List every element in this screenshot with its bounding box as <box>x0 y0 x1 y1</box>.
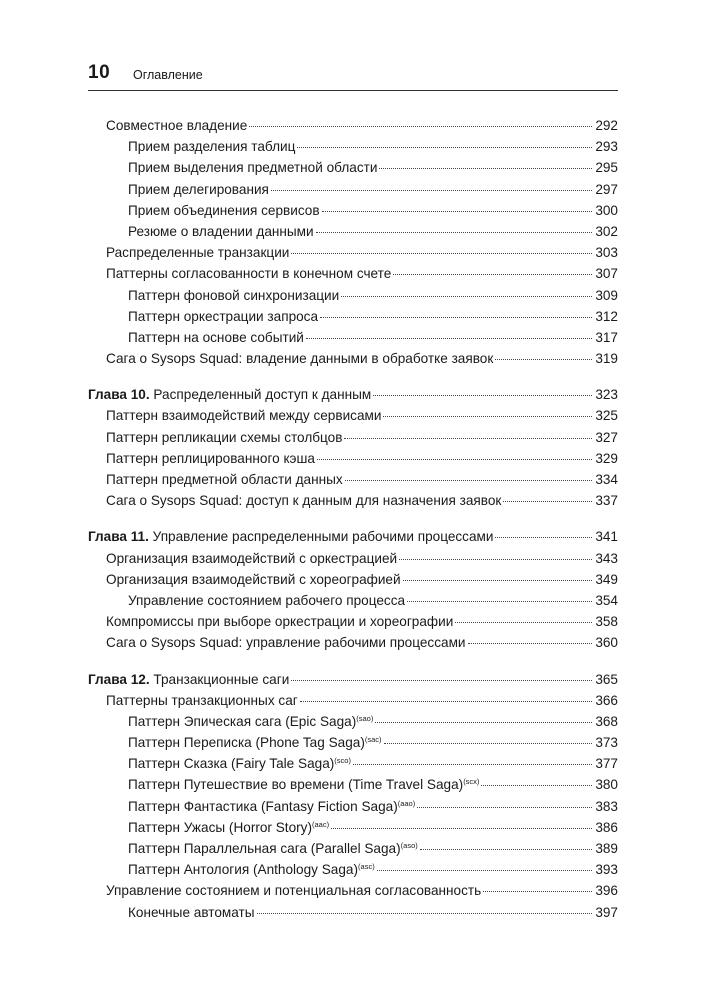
dot-leader <box>249 126 592 127</box>
chapter-number: Глава 12. <box>88 671 150 687</box>
toc-entry-title <box>128 160 377 175</box>
toc-entry-title <box>128 799 415 814</box>
toc-entry[interactable] <box>88 451 618 472</box>
toc-page-number: 377 <box>595 756 618 772</box>
dot-leader <box>393 274 592 275</box>
toc-entry[interactable] <box>88 182 618 203</box>
toc-entry-title <box>106 245 289 260</box>
dot-leader <box>345 480 593 481</box>
toc-entry-title <box>128 224 314 239</box>
toc-page-number: 337 <box>595 493 618 509</box>
toc-entry-title <box>128 139 295 154</box>
entry-title-text: Управление распределенными рабочими процессами <box>152 529 494 545</box>
toc-page-number: 397 <box>595 904 618 920</box>
toc-entry[interactable] <box>88 841 618 862</box>
toc-page-number: 349 <box>595 571 618 587</box>
toc-entry-title <box>106 493 501 508</box>
saga-code-superscript: (aao) <box>397 798 416 808</box>
toc-page-number: 293 <box>595 139 618 155</box>
toc-entry-title <box>106 408 381 423</box>
saga-code-superscript: (aso) <box>400 841 418 850</box>
dot-leader <box>420 849 593 850</box>
entry-title-text: Резюме о владении данными <box>128 223 314 239</box>
toc-entry-title <box>106 551 397 566</box>
toc-chapter-entry[interactable] <box>88 672 618 693</box>
toc-entry-title <box>106 883 481 898</box>
entry-title-text: Прием разделения таблиц <box>128 139 296 155</box>
entry-title-text: Паттерн реплицированного кэша <box>106 450 315 466</box>
entry-title-text: Паттерн Переписка (Phone Tag Saga) <box>128 735 365 751</box>
dot-leader <box>481 785 592 786</box>
toc-entry-title <box>128 288 339 303</box>
entry-title-text: Организация взаимодействий с оркестрацией <box>106 550 398 566</box>
toc-entry[interactable] <box>88 266 618 287</box>
toc-group <box>88 387 618 514</box>
toc-entry[interactable] <box>88 635 618 656</box>
entry-title-text: Паттерн Параллельная сага (Parallel Saga) <box>128 841 401 856</box>
entry-title-text: Прием выделения предметной области <box>128 160 378 176</box>
dot-leader <box>468 643 593 644</box>
entry-title-text: Паттерн Фантастика (Fantasy Fiction Saga) <box>128 798 398 814</box>
dot-leader <box>271 190 592 191</box>
toc-page-number: 360 <box>595 635 618 651</box>
toc-page-number: 366 <box>595 692 618 708</box>
toc-entry[interactable] <box>88 799 618 820</box>
toc-entry-title <box>106 351 493 366</box>
toc-page-number: 358 <box>595 614 618 630</box>
toc-page-number: 292 <box>595 118 618 133</box>
dot-leader <box>353 764 592 765</box>
toc-entry-title <box>106 614 453 629</box>
toc-entry-title <box>128 735 382 750</box>
toc-entry[interactable] <box>88 735 618 756</box>
dot-leader <box>322 211 593 212</box>
toc-entry-title <box>106 118 247 133</box>
toc-page-number: 343 <box>595 550 618 566</box>
toc-entry[interactable] <box>88 593 618 614</box>
saga-code-superscript: (sao) <box>356 713 374 723</box>
entry-title-text: Паттерны транзакционных саг <box>106 692 298 708</box>
entry-title-text: Паттерн Путешествие во времени (Time Travel Saga) <box>128 777 464 793</box>
entry-title-text: Прием делегирования <box>128 181 269 197</box>
toc-entry-title <box>128 182 269 197</box>
toc-entry[interactable] <box>88 693 618 714</box>
toc-entry[interactable] <box>88 883 618 904</box>
toc-entry-title <box>106 266 391 281</box>
entry-title-text: Распределенный доступ к данным <box>153 387 372 403</box>
entry-title-text: Паттерн предметной области данных <box>106 472 343 487</box>
entry-title-text: Паттерн репликации схемы столбцов <box>106 429 343 445</box>
toc-page-number: 300 <box>595 202 618 218</box>
dot-leader <box>341 296 592 297</box>
entry-title-text: Управление состоянием рабочего процесса <box>128 592 406 608</box>
toc-page-number: 329 <box>595 450 618 466</box>
toc-entry[interactable] <box>88 351 618 372</box>
toc-page-number: 354 <box>595 592 618 608</box>
toc-entry-title <box>106 472 343 487</box>
toc-entry-title <box>88 672 289 687</box>
toc-entry[interactable] <box>88 551 618 572</box>
toc-page-number: 307 <box>595 266 618 282</box>
toc-entry-title <box>128 862 375 877</box>
dot-leader <box>316 232 593 233</box>
toc-page-number: 373 <box>595 735 618 751</box>
toc-page-number: 319 <box>595 351 618 367</box>
toc-page-number: 365 <box>595 671 618 687</box>
toc-entry-title <box>88 529 493 544</box>
toc-entry-title <box>106 451 315 466</box>
dot-leader <box>455 622 592 623</box>
dot-leader <box>291 253 592 254</box>
dot-leader <box>306 338 592 339</box>
toc-entry[interactable] <box>88 288 618 309</box>
dot-leader <box>417 807 592 808</box>
dot-leader <box>403 580 593 581</box>
entry-title-text: Паттерн фоновой синхронизации <box>128 287 340 303</box>
toc-entry-title <box>128 820 329 835</box>
toc-entry[interactable] <box>88 330 618 351</box>
entry-title-text: Паттерн Эпическая сага (Epic Saga) <box>128 713 357 729</box>
toc-entry[interactable] <box>88 756 618 777</box>
entry-title-text: Сага о Sysops Squad: доступ к данным для назначения заявок <box>106 493 502 509</box>
toc-page-number: 297 <box>595 181 618 197</box>
dot-leader <box>297 147 592 148</box>
toc-entry-title <box>128 777 479 792</box>
entry-title-text: Транзакционные саги <box>153 671 290 687</box>
dot-leader <box>384 743 593 744</box>
toc-entry[interactable] <box>88 224 618 245</box>
toc-entry[interactable] <box>88 245 618 266</box>
dot-leader <box>483 891 592 892</box>
page-number: 10 <box>88 62 111 83</box>
toc-entry-title <box>106 430 342 445</box>
dot-leader <box>383 416 592 417</box>
saga-code-superscript: (asc) <box>358 862 375 872</box>
toc-entry[interactable] <box>88 820 618 841</box>
toc-entry-title <box>128 714 373 729</box>
toc-entry[interactable] <box>88 472 618 493</box>
toc-page-number: 323 <box>595 387 618 403</box>
toc-page-number: 383 <box>595 798 618 814</box>
toc-page-number: 317 <box>595 329 618 345</box>
entry-title-text: Паттерн на основе событий <box>128 329 304 345</box>
toc-group <box>88 672 618 926</box>
toc-entry[interactable] <box>88 862 618 883</box>
dot-leader <box>399 559 592 560</box>
page-header <box>88 60 618 91</box>
toc-entry[interactable] <box>88 139 618 160</box>
entry-title-text: Распределенные транзакции <box>106 245 290 261</box>
toc-page-number: 327 <box>595 429 618 445</box>
toc-page-number: 380 <box>595 777 618 793</box>
toc-entry-title <box>128 905 255 920</box>
entry-title-text: Паттерны согласованности в конечном счете <box>106 266 392 282</box>
dot-leader <box>320 317 592 318</box>
dot-leader <box>379 168 592 169</box>
toc-entry-title <box>128 593 405 608</box>
chapter-number: Глава 10. <box>88 387 150 403</box>
dot-leader <box>300 701 593 702</box>
toc-page-number: 303 <box>595 245 618 261</box>
dot-leader <box>257 913 593 914</box>
entry-title-text: Конечные автоматы <box>128 904 255 920</box>
toc-entry-title <box>106 635 466 650</box>
toc-entry-title <box>128 841 418 856</box>
dot-leader <box>377 870 593 871</box>
entry-title-text: Паттерн взаимодействий между сервисами <box>106 408 382 424</box>
saga-code-superscript: (sco) <box>334 756 351 766</box>
toc-page-number: 309 <box>595 287 618 303</box>
entry-title-text: Управление состоянием и потенциальная согласованность <box>106 883 482 899</box>
toc-page-number: 386 <box>595 819 618 835</box>
toc-page-number: 312 <box>595 308 618 324</box>
toc-entry[interactable] <box>88 408 618 429</box>
toc-entry[interactable] <box>88 493 618 514</box>
table-of-contents <box>88 118 618 926</box>
entry-title-text: Совместное владение <box>106 118 248 133</box>
dot-leader <box>503 501 592 502</box>
entry-title-text: Сага о Sysops Squad: владение данными в обработке заявок <box>106 351 494 367</box>
running-title: Оглавление <box>133 68 203 82</box>
toc-entry[interactable] <box>88 309 618 330</box>
toc-entry[interactable] <box>88 777 618 798</box>
entry-title-text: Паттерн Антология (Anthology Saga) <box>128 862 359 878</box>
toc-entry[interactable] <box>88 614 618 635</box>
dot-leader <box>495 359 592 360</box>
chapter-number: Глава 11. <box>88 529 149 545</box>
entry-title-text: Паттерн оркестрации запроса <box>128 308 319 324</box>
toc-page-number: 393 <box>595 862 618 878</box>
dot-leader <box>373 395 592 396</box>
toc-entry[interactable] <box>88 572 618 593</box>
toc-chapter-entry[interactable] <box>88 529 618 550</box>
saga-code-superscript: (aac) <box>312 819 330 829</box>
toc-entry-title <box>106 693 298 708</box>
toc-chapter-entry[interactable] <box>88 387 618 408</box>
toc-page-number: 334 <box>595 472 618 487</box>
toc-entry-title <box>128 309 318 324</box>
dot-leader <box>344 438 592 439</box>
entry-title-text: Организация взаимодействий с хореографией <box>106 571 401 587</box>
toc-entry-title <box>88 387 371 402</box>
entry-title-text: Прием объединения сервисов <box>128 202 320 218</box>
toc-page-number: 302 <box>595 223 618 239</box>
dot-leader <box>407 601 592 602</box>
dot-leader <box>291 680 592 681</box>
toc-entry-title <box>106 572 401 587</box>
toc-page-number: 389 <box>595 841 618 856</box>
saga-code-superscript: (scx) <box>463 777 480 787</box>
entry-title-text: Компромиссы при выборе оркестрации и хореографии <box>106 614 454 630</box>
toc-page-number: 341 <box>595 529 618 545</box>
toc-page-number: 368 <box>595 713 618 729</box>
toc-entry-title <box>128 203 320 218</box>
toc-entry[interactable] <box>88 714 618 735</box>
toc-entry[interactable] <box>88 905 618 926</box>
toc-entry[interactable] <box>88 430 618 451</box>
toc-page-number: 295 <box>595 160 618 176</box>
saga-code-superscript: (sac) <box>364 735 382 745</box>
toc-page-number: 325 <box>595 408 618 424</box>
toc-entry[interactable] <box>88 203 618 224</box>
toc-entry-title <box>128 756 351 771</box>
entry-title-text: Паттерн Ужасы (Horror Story) <box>128 819 312 835</box>
dot-leader <box>375 722 592 723</box>
toc-page-number: 396 <box>595 883 618 899</box>
toc-entry[interactable] <box>88 160 618 181</box>
dot-leader <box>317 459 592 460</box>
toc-group <box>88 529 618 656</box>
toc-entry-title <box>128 330 304 345</box>
toc-entry[interactable] <box>88 118 618 139</box>
toc-group <box>88 118 618 372</box>
entry-title-text: Паттерн Сказка (Fairy Tale Saga) <box>128 756 335 772</box>
entry-title-text: Сага о Sysops Squad: управление рабочими процессами <box>106 635 466 651</box>
dot-leader <box>331 828 592 829</box>
dot-leader <box>495 537 592 538</box>
